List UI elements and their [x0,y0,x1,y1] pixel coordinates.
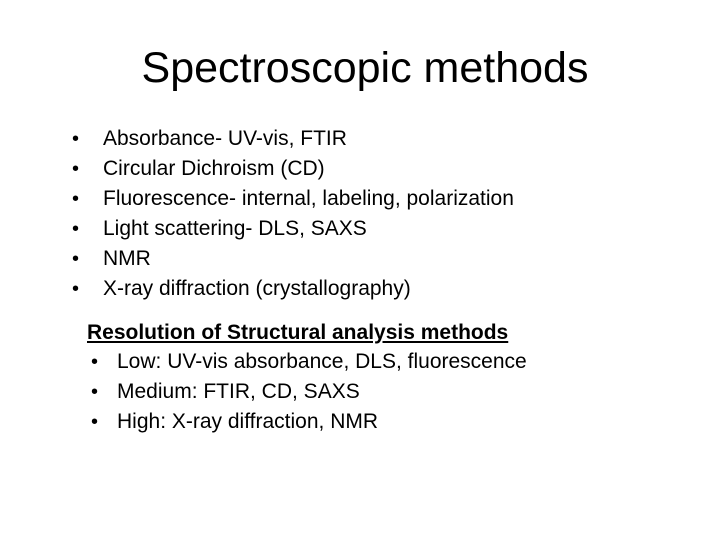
bullet-icon: • [72,218,80,240]
list-item [87,407,527,437]
list-item [87,377,527,407]
method-text: Light scattering- DLS, SAXS [103,217,367,240]
bullet-icon: • [72,278,80,300]
bullet-icon: • [72,188,80,210]
resolution-text: Medium: FTIR, CD, SAXS [117,380,360,403]
methods-list [72,124,514,304]
bullet-icon: • [72,158,80,180]
method-text: Fluorescence- internal, labeling, polarization [103,187,514,210]
list-item [72,244,514,274]
slide-title: Spectroscopic methods [141,44,589,92]
resolution-box [87,318,527,437]
method-text: Absorbance- UV-vis, FTIR [103,127,347,150]
bullet-icon: • [91,381,99,403]
method-text: X-ray diffraction (crystallography) [103,277,411,300]
bullet-icon: • [72,128,80,150]
bullet-icon: • [72,248,80,270]
list-item [72,124,514,154]
resolution-heading: Resolution of Structural analysis methods [87,321,509,344]
bullet-icon: • [91,411,99,433]
list-item [87,347,527,377]
resolution-text: Low: UV-vis absorbance, DLS, fluorescence [117,350,527,373]
list-item [72,214,514,244]
resolution-text: High: X-ray diffraction, NMR [117,410,379,433]
resolution-list [87,347,527,437]
method-text: NMR [103,247,151,270]
list-item [72,274,514,304]
method-text: Circular Dichroism (CD) [103,157,325,180]
list-item [72,184,514,214]
list-item [72,154,514,184]
bullet-icon: • [91,351,99,373]
